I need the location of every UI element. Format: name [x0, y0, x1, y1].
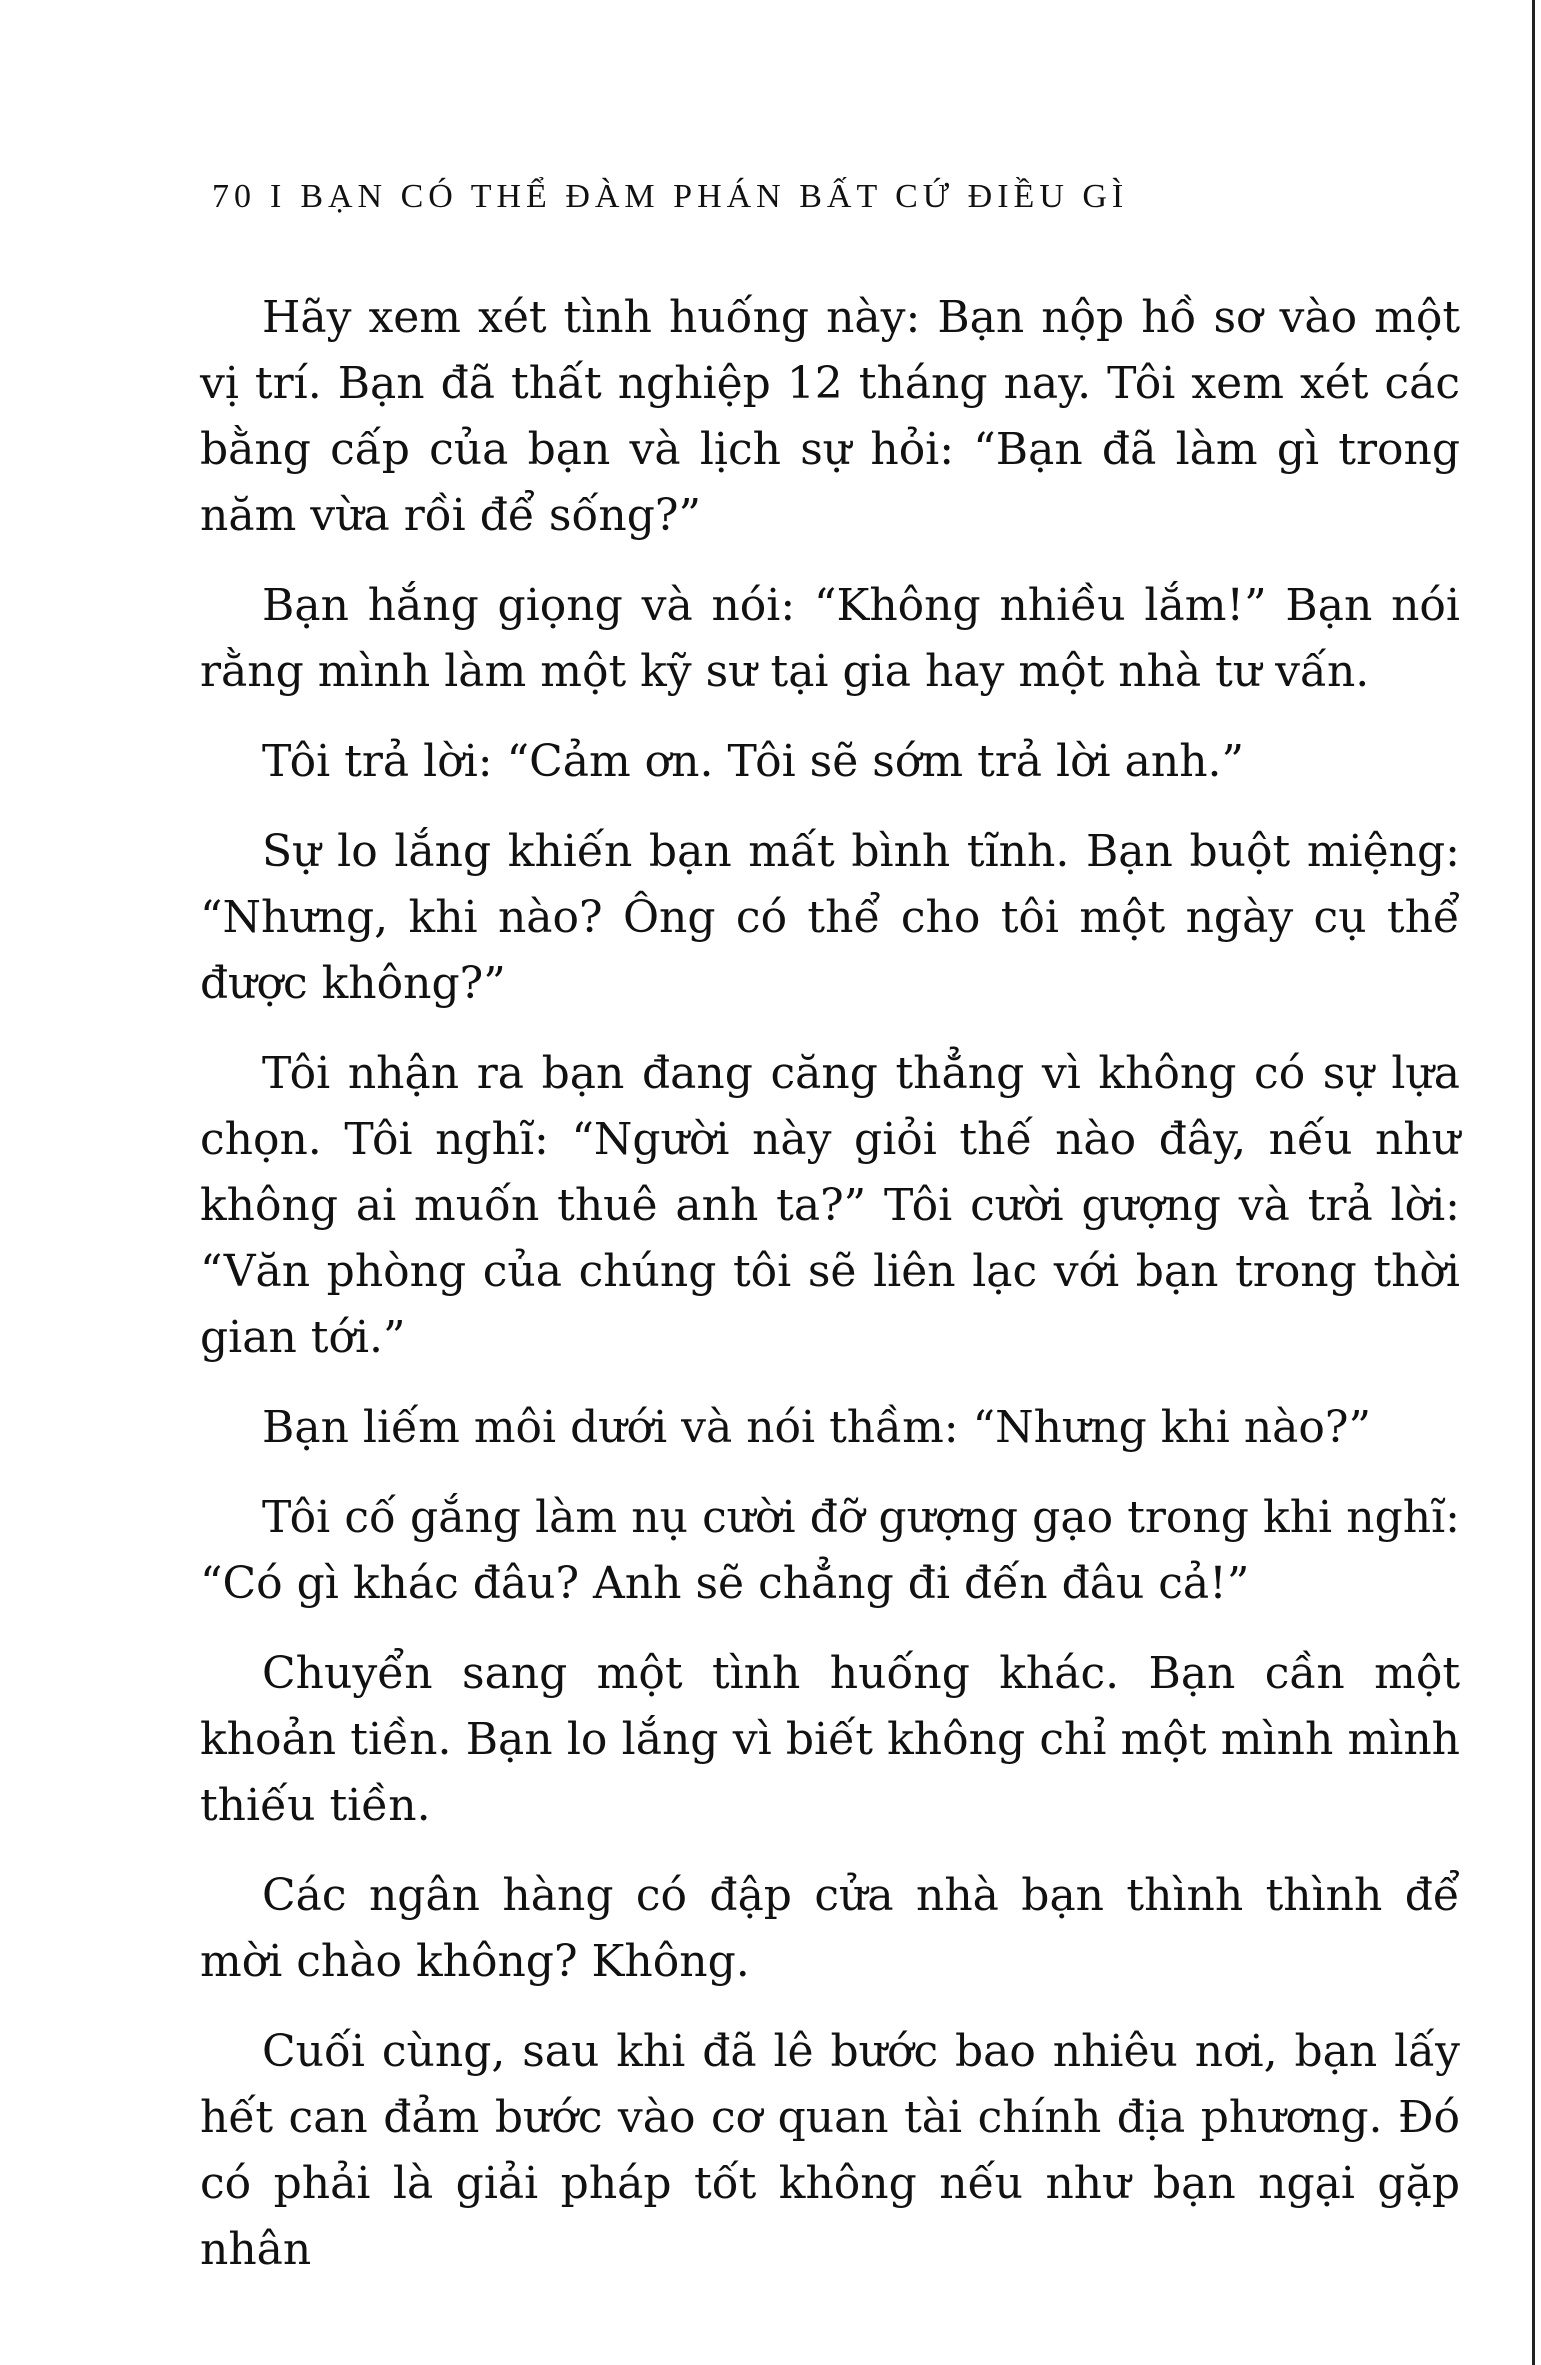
paragraph: Bạn liếm môi dưới và nói thầm: “Nhưng khi nào?”: [262, 1402, 1371, 1453]
paragraph: Cuối cùng, sau khi đã lê bước bao nhiêu nơi, bạn lấy hết can đảm bước vào cơ quan tài chính địa phương. Đó có phải là giải pháp tốt không nếu như bạn ngại gặp nhân: [200, 2026, 1460, 2275]
paragraph: Sự lo lắng khiến bạn mất bình tĩnh. Bạn buột miệng: “Nhưng, khi nào? Ông có thể cho tôi một ngày cụ thể được không?”: [200, 826, 1460, 1009]
page-number: 70: [212, 178, 256, 215]
paragraph: Bạn hắng giọng và nói: “Không nhiều lắm!” Bạn nói rằng mình làm một kỹ sư tại gia hay một nhà tư vấn.: [200, 580, 1460, 697]
page-edge-line: [1532, 0, 1535, 2365]
paragraph: Hãy xem xét tình huống này: Bạn nộp hồ sơ vào một vị trí. Bạn đã thất nghiệp 12 tháng nay. Tôi xem xét các bằng cấp của bạn và lịch sự hỏi: “Bạn đã làm gì trong năm vừa rồi để sống?”: [200, 292, 1460, 541]
book-title: BẠN CÓ THỂ ĐÀM PHÁN BẤT CỨ ĐIỀU GÌ: [300, 178, 1129, 215]
paragraph: Chuyển sang một tình huống khác. Bạn cần một khoản tiền. Bạn lo lắng vì biết không chỉ một mình mình thiếu tiền.: [200, 1648, 1460, 1831]
paragraph: Tôi nhận ra bạn đang căng thẳng vì không có sự lựa chọn. Tôi nghĩ: “Người này giỏi thế nào đây, nếu như không ai muốn thuê anh ta?” Tôi cười gượng và trả lời: “Văn phòng của chúng tôi sẽ liên lạc với bạn trong thời gian tới.”: [200, 1048, 1460, 1363]
paragraph: Tôi cố gắng làm nụ cười đỡ gượng gạo trong khi nghĩ: “Có gì khác đâu? Anh sẽ chẳng đi đến đâu cả!”: [200, 1492, 1460, 1609]
paragraph: Tôi trả lời: “Cảm ơn. Tôi sẽ sớm trả lời anh.”: [262, 736, 1245, 787]
page-body: [200, 285, 1460, 2307]
header-separator: I: [270, 178, 287, 215]
running-header: [212, 178, 1128, 216]
paragraph: Các ngân hàng có đập cửa nhà bạn thình thình để mời chào không? Không.: [200, 1870, 1460, 1987]
